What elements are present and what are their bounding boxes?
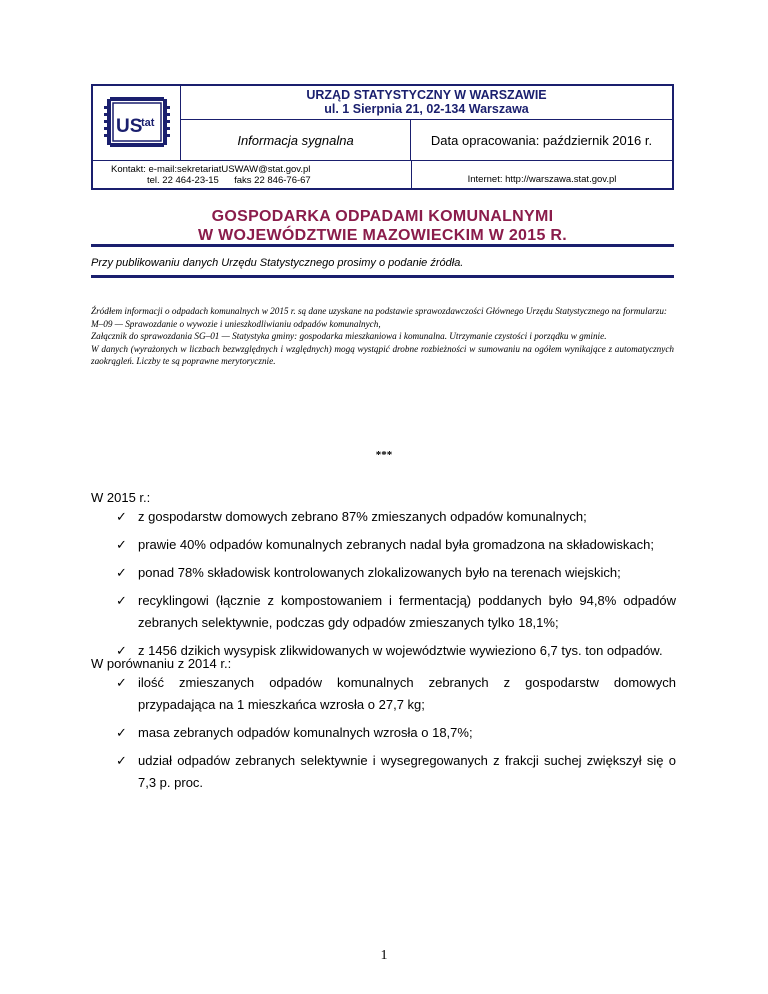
source-para-2: M–09 — Sprawozdanie o wywozie i unieszkodliwianiu odpadów komunalnych, bbox=[91, 318, 381, 329]
internet-cell bbox=[411, 161, 672, 188]
contact-row bbox=[93, 160, 672, 188]
contact-fax: faks 22 846-76-67 bbox=[234, 175, 311, 186]
source-para-1: Źródłem informacji o odpadach komunalnych w 2015 r. są dane uzyskane na podstawie sprawozdawczości Głównego Urzędu Statystycznego na formularzu: bbox=[91, 306, 667, 316]
list-item: ✓ masa zebranych odpadów komunalnych wzrosła o 18,7%; bbox=[116, 722, 676, 744]
page-number: 1 bbox=[380, 948, 388, 963]
check-icon: ✓ bbox=[116, 643, 127, 658]
logo-letters-left: US bbox=[116, 116, 143, 137]
list-item: ✓ recyklingowi (łącznie z kompostowaniem i fermentacją) poddanych było 94,8% odpadów zebranych selektywnie, podczas gdy odpadów zmieszanych tylko 18,1%; bbox=[116, 590, 676, 634]
logo-letters-right: tat bbox=[141, 117, 155, 129]
check-icon: ✓ bbox=[116, 565, 127, 580]
section2-list bbox=[116, 672, 676, 794]
list-item: ✓ z gospodarstw domowych zebrano 87% zmieszanych odpadów komunalnych; bbox=[116, 506, 676, 528]
citation-notice: Przy publikowaniu danych Urzędu Statystycznego prosimy o podanie źródła. bbox=[91, 257, 464, 269]
section2-heading: W porównaniu z 2014 r.: bbox=[91, 656, 232, 671]
info-label: Informacja sygnalna bbox=[181, 120, 411, 160]
list-item: ✓ ilość zmieszanych odpadów komunalnych zebranych z gospodarstw domowych przypadająca na 1 mieszkańca wzrosła o 27,7 kg; bbox=[116, 672, 676, 716]
logo-cell bbox=[93, 86, 181, 160]
office-title-cell bbox=[181, 86, 672, 120]
check-icon: ✓ bbox=[116, 675, 127, 690]
office-address: ul. 1 Sierpnia 21, 02-134 Warszawa bbox=[324, 102, 529, 116]
ustat-logo bbox=[93, 86, 181, 160]
list-item: ✓ z 1456 dzikich wysypisk zlikwidowanych w województwie wywieziono 6,7 tys. ton odpadów. bbox=[116, 640, 676, 662]
source-note bbox=[91, 305, 674, 368]
separator: *** bbox=[375, 449, 393, 461]
office-name: URZĄD STATYSTYCZNY W WARSZAWIE bbox=[306, 88, 547, 102]
list-item: ✓ ponad 78% składowisk kontrolowanych zlokalizowanych było na terenach wiejskich; bbox=[116, 562, 676, 584]
date-label: Data opracowania: październik 2016 r. bbox=[430, 132, 653, 148]
check-icon: ✓ bbox=[116, 537, 127, 552]
header-box bbox=[91, 84, 674, 190]
contact-tel: tel. 22 464-23-15 bbox=[147, 175, 219, 186]
list-item: ✓ udział odpadów zebranych selektywnie i wysegregowanych z frakcji suchej zwiększył się o 7,3 p. proc. bbox=[116, 750, 676, 794]
page-title bbox=[91, 207, 674, 245]
contact-info bbox=[111, 164, 311, 186]
check-icon: ✓ bbox=[116, 753, 127, 768]
source-para-4: W danych (wyrażonych w liczbach bezwzględnych i względnych) mogą wystąpić drobne rozbieżności w sumowaniu na ogółem wynikające z automatycznych zaokrągleń. Liczby te są poprawne merytorycznie. bbox=[91, 343, 674, 366]
title-line-1: GOSPODARKA ODPADAMI KOMUNALNYMI bbox=[211, 208, 554, 225]
list-item: ✓ prawie 40% odpadów komunalnych zebranych nadal była gromadzona na składowiskach; bbox=[116, 534, 676, 556]
contact-email: Kontakt: e-mail:sekretariatUSWAW@stat.gov.pl bbox=[111, 164, 311, 175]
internet-link[interactable]: Internet: http://warszawa.stat.gov.pl bbox=[467, 174, 617, 185]
divider-bottom bbox=[91, 275, 674, 278]
section1-heading: W 2015 r.: bbox=[91, 490, 151, 505]
divider-top bbox=[91, 244, 674, 247]
title-line-2: W WOJEWÓDZTWIE MAZOWIECKIM W 2015 R. bbox=[197, 227, 567, 244]
section1-list bbox=[116, 506, 676, 662]
source-para-3: Załącznik do sprawozdania SG–01 — Statystyka gminy: gospodarka mieszkaniowa i komunalna. Utrzymanie czystości i porządku w gminie. bbox=[91, 331, 607, 341]
check-icon: ✓ bbox=[116, 593, 127, 608]
check-icon: ✓ bbox=[116, 725, 127, 740]
check-icon: ✓ bbox=[116, 509, 127, 524]
